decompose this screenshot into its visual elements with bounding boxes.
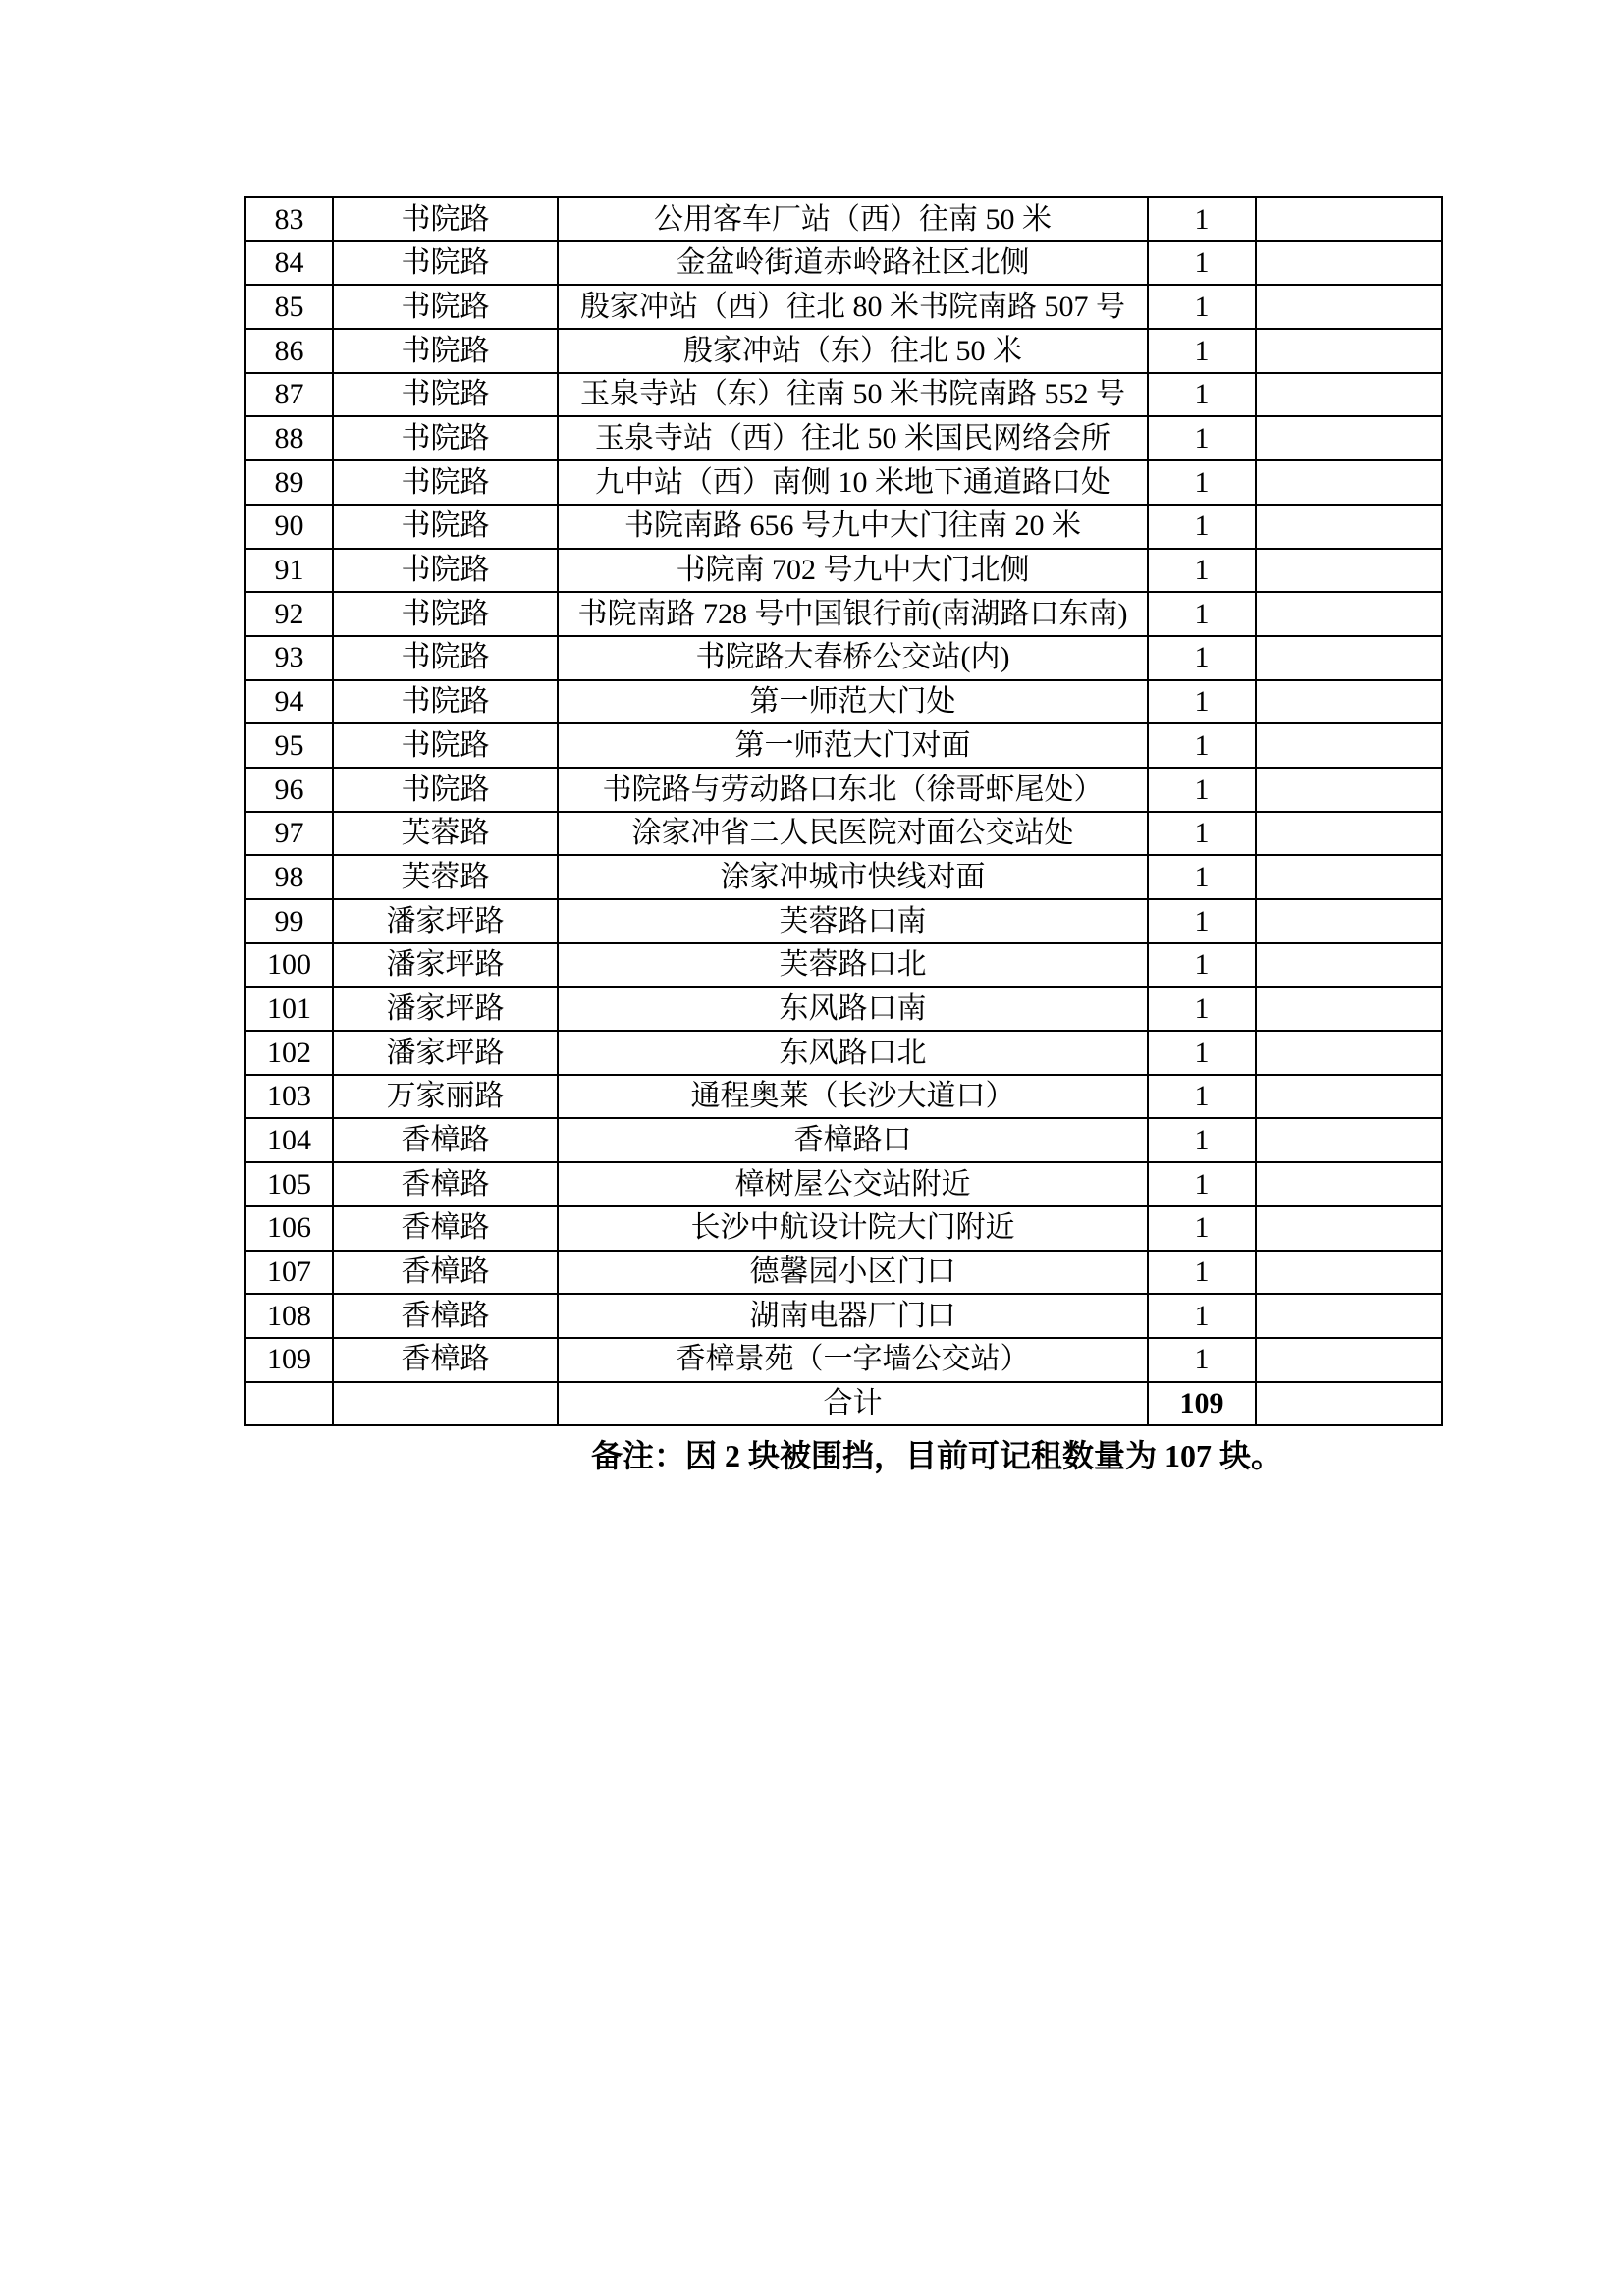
row-number-cell: 99 <box>245 899 333 943</box>
table-row <box>245 680 1442 724</box>
location-cell: 书院南路 656 号九中大门往南 20 米 <box>558 505 1148 549</box>
total-empty-remark-cell <box>1256 1382 1442 1426</box>
table-row <box>245 899 1442 943</box>
location-cell: 玉泉寺站（东）往南 50 米书院南路 552 号 <box>558 373 1148 417</box>
row-number-cell: 96 <box>245 768 333 812</box>
location-cell: 德馨园小区门口 <box>558 1251 1148 1295</box>
row-number-cell: 94 <box>245 680 333 724</box>
location-cell: 殷家冲站（西）往北 80 米书院南路 507 号 <box>558 285 1148 329</box>
table-row <box>245 592 1442 636</box>
row-number-cell: 92 <box>245 592 333 636</box>
quantity-cell: 1 <box>1148 373 1256 417</box>
road-name-cell: 香樟路 <box>333 1206 558 1251</box>
location-cell: 东风路口南 <box>558 987 1148 1031</box>
quantity-cell: 1 <box>1148 241 1256 286</box>
location-cell: 第一师范大门对面 <box>558 723 1148 768</box>
row-number-cell: 95 <box>245 723 333 768</box>
row-number-cell: 87 <box>245 373 333 417</box>
remark-cell <box>1256 1294 1442 1338</box>
location-cell: 涂家冲城市快线对面 <box>558 855 1148 899</box>
location-cell: 芙蓉路口南 <box>558 899 1148 943</box>
road-name-cell: 书院路 <box>333 241 558 286</box>
remark-cell <box>1256 812 1442 856</box>
remark-cell <box>1256 723 1442 768</box>
location-cell: 香樟景苑（一字墙公交站） <box>558 1338 1148 1382</box>
table-body <box>245 197 1442 1382</box>
location-cell: 九中站（西）南侧 10 米地下通道路口处 <box>558 460 1148 505</box>
remark-cell <box>1256 987 1442 1031</box>
road-name-cell: 书院路 <box>333 197 558 241</box>
quantity-cell: 1 <box>1148 987 1256 1031</box>
quantity-cell: 1 <box>1148 549 1256 593</box>
quantity-cell: 1 <box>1148 1162 1256 1206</box>
remark-cell <box>1256 1075 1442 1119</box>
remark-cell <box>1256 636 1442 680</box>
location-cell: 殷家冲站（东）往北 50 米 <box>558 329 1148 373</box>
quantity-cell: 1 <box>1148 636 1256 680</box>
row-number-cell: 85 <box>245 285 333 329</box>
road-name-cell: 书院路 <box>333 373 558 417</box>
table-row <box>245 1294 1442 1338</box>
remark-cell <box>1256 285 1442 329</box>
road-name-cell: 书院路 <box>333 592 558 636</box>
quantity-cell: 1 <box>1148 768 1256 812</box>
location-cell: 香樟路口 <box>558 1118 1148 1162</box>
quantity-cell: 1 <box>1148 1206 1256 1251</box>
table-row <box>245 1162 1442 1206</box>
remark-cell <box>1256 1338 1442 1382</box>
table-footer <box>245 1382 1442 1426</box>
remark-cell <box>1256 1118 1442 1162</box>
table-row <box>245 505 1442 549</box>
quantity-cell: 1 <box>1148 943 1256 988</box>
total-value-cell: 109 <box>1148 1382 1256 1426</box>
road-name-cell: 潘家坪路 <box>333 943 558 988</box>
table-row <box>245 987 1442 1031</box>
road-name-cell: 潘家坪路 <box>333 987 558 1031</box>
remark-cell <box>1256 329 1442 373</box>
table-row <box>245 416 1442 460</box>
road-name-cell: 书院路 <box>333 723 558 768</box>
location-cell: 樟树屋公交站附近 <box>558 1162 1148 1206</box>
road-name-cell: 书院路 <box>333 505 558 549</box>
location-cell: 公用客车厂站（西）往南 50 米 <box>558 197 1148 241</box>
road-name-cell: 香樟路 <box>333 1338 558 1382</box>
row-number-cell: 106 <box>245 1206 333 1251</box>
road-name-cell: 香樟路 <box>333 1162 558 1206</box>
remark-cell <box>1256 592 1442 636</box>
row-number-cell: 109 <box>245 1338 333 1382</box>
table-row <box>245 768 1442 812</box>
quantity-cell: 1 <box>1148 855 1256 899</box>
table-row <box>245 373 1442 417</box>
table-row <box>245 1206 1442 1251</box>
location-cell: 书院路大春桥公交站(内) <box>558 636 1148 680</box>
location-cell: 玉泉寺站（西）往北 50 米国民网络会所 <box>558 416 1148 460</box>
road-name-cell: 香樟路 <box>333 1294 558 1338</box>
table-row <box>245 1338 1442 1382</box>
location-cell: 长沙中航设计院大门附近 <box>558 1206 1148 1251</box>
remark-cell <box>1256 1162 1442 1206</box>
row-number-cell: 83 <box>245 197 333 241</box>
total-label-cell: 合计 <box>558 1382 1148 1426</box>
table-row <box>245 285 1442 329</box>
table-row <box>245 549 1442 593</box>
row-number-cell: 101 <box>245 987 333 1031</box>
row-number-cell: 90 <box>245 505 333 549</box>
remark-cell <box>1256 460 1442 505</box>
row-number-cell: 91 <box>245 549 333 593</box>
remark-cell <box>1256 373 1442 417</box>
road-name-cell: 书院路 <box>333 329 558 373</box>
total-empty-no-cell <box>245 1382 333 1426</box>
row-number-cell: 102 <box>245 1031 333 1075</box>
quantity-cell: 1 <box>1148 1031 1256 1075</box>
location-cell: 金盆岭街道赤岭路社区北侧 <box>558 241 1148 286</box>
remark-cell <box>1256 899 1442 943</box>
row-number-cell: 104 <box>245 1118 333 1162</box>
location-cell: 书院路与劳动路口东北（徐哥虾尾处） <box>558 768 1148 812</box>
table-row <box>245 636 1442 680</box>
remark-cell <box>1256 505 1442 549</box>
quantity-cell: 1 <box>1148 285 1256 329</box>
row-number-cell: 86 <box>245 329 333 373</box>
table-row <box>245 460 1442 505</box>
remark-cell <box>1256 1251 1442 1295</box>
location-cell: 芙蓉路口北 <box>558 943 1148 988</box>
row-number-cell: 103 <box>245 1075 333 1119</box>
billboard-location-table <box>244 196 1443 1426</box>
remark-cell <box>1256 197 1442 241</box>
road-name-cell: 潘家坪路 <box>333 1031 558 1075</box>
quantity-cell: 1 <box>1148 505 1256 549</box>
row-number-cell: 93 <box>245 636 333 680</box>
road-name-cell: 书院路 <box>333 460 558 505</box>
row-number-cell: 98 <box>245 855 333 899</box>
remark-cell <box>1256 768 1442 812</box>
road-name-cell: 书院路 <box>333 636 558 680</box>
location-cell: 东风路口北 <box>558 1031 1148 1075</box>
road-name-cell: 书院路 <box>333 416 558 460</box>
location-cell: 书院南 702 号九中大门北侧 <box>558 549 1148 593</box>
quantity-cell: 1 <box>1148 1118 1256 1162</box>
table-row <box>245 1031 1442 1075</box>
table-row <box>245 1075 1442 1119</box>
quantity-cell: 1 <box>1148 1294 1256 1338</box>
table-row <box>245 855 1442 899</box>
quantity-cell: 1 <box>1148 1251 1256 1295</box>
quantity-cell: 1 <box>1148 1338 1256 1382</box>
remark-cell <box>1256 549 1442 593</box>
table-row <box>245 197 1442 241</box>
remark-cell <box>1256 1206 1442 1251</box>
quantity-cell: 1 <box>1148 460 1256 505</box>
remark-cell <box>1256 241 1442 286</box>
remark-cell <box>1256 680 1442 724</box>
remark-cell <box>1256 855 1442 899</box>
road-name-cell: 芙蓉路 <box>333 855 558 899</box>
road-name-cell: 书院路 <box>333 680 558 724</box>
row-number-cell: 88 <box>245 416 333 460</box>
table-row <box>245 812 1442 856</box>
quantity-cell: 1 <box>1148 329 1256 373</box>
table-row <box>245 1118 1442 1162</box>
total-empty-road-cell <box>333 1382 558 1426</box>
quantity-cell: 1 <box>1148 197 1256 241</box>
road-name-cell: 万家丽路 <box>333 1075 558 1119</box>
row-number-cell: 97 <box>245 812 333 856</box>
row-number-cell: 107 <box>245 1251 333 1295</box>
row-number-cell: 84 <box>245 241 333 286</box>
quantity-cell: 1 <box>1148 1075 1256 1119</box>
quantity-cell: 1 <box>1148 416 1256 460</box>
remark-cell <box>1256 416 1442 460</box>
row-number-cell: 108 <box>245 1294 333 1338</box>
road-name-cell: 书院路 <box>333 768 558 812</box>
quantity-cell: 1 <box>1148 592 1256 636</box>
row-number-cell: 89 <box>245 460 333 505</box>
road-name-cell: 书院路 <box>333 285 558 329</box>
road-name-cell: 香樟路 <box>333 1118 558 1162</box>
location-cell: 第一师范大门处 <box>558 680 1148 724</box>
remark-text: 备注：因 2 块被围挡，目前可记租数量为 107 块。 <box>591 1438 1283 1473</box>
table-row <box>245 723 1442 768</box>
location-cell: 湖南电器厂门口 <box>558 1294 1148 1338</box>
remark-cell <box>1256 1031 1442 1075</box>
total-row <box>245 1382 1442 1426</box>
road-name-cell: 香樟路 <box>333 1251 558 1295</box>
table-row <box>245 1251 1442 1295</box>
road-name-cell: 潘家坪路 <box>333 899 558 943</box>
row-number-cell: 105 <box>245 1162 333 1206</box>
table-row <box>245 329 1442 373</box>
location-cell: 书院南路 728 号中国银行前(南湖路口东南) <box>558 592 1148 636</box>
location-cell: 涂家冲省二人民医院对面公交站处 <box>558 812 1148 856</box>
location-cell: 通程奥莱（长沙大道口） <box>558 1075 1148 1119</box>
table-row <box>245 241 1442 286</box>
road-name-cell: 芙蓉路 <box>333 812 558 856</box>
quantity-cell: 1 <box>1148 680 1256 724</box>
quantity-cell: 1 <box>1148 723 1256 768</box>
table-row <box>245 943 1442 988</box>
quantity-cell: 1 <box>1148 812 1256 856</box>
quantity-cell: 1 <box>1148 899 1256 943</box>
row-number-cell: 100 <box>245 943 333 988</box>
remark-cell <box>1256 943 1442 988</box>
road-name-cell: 书院路 <box>333 549 558 593</box>
